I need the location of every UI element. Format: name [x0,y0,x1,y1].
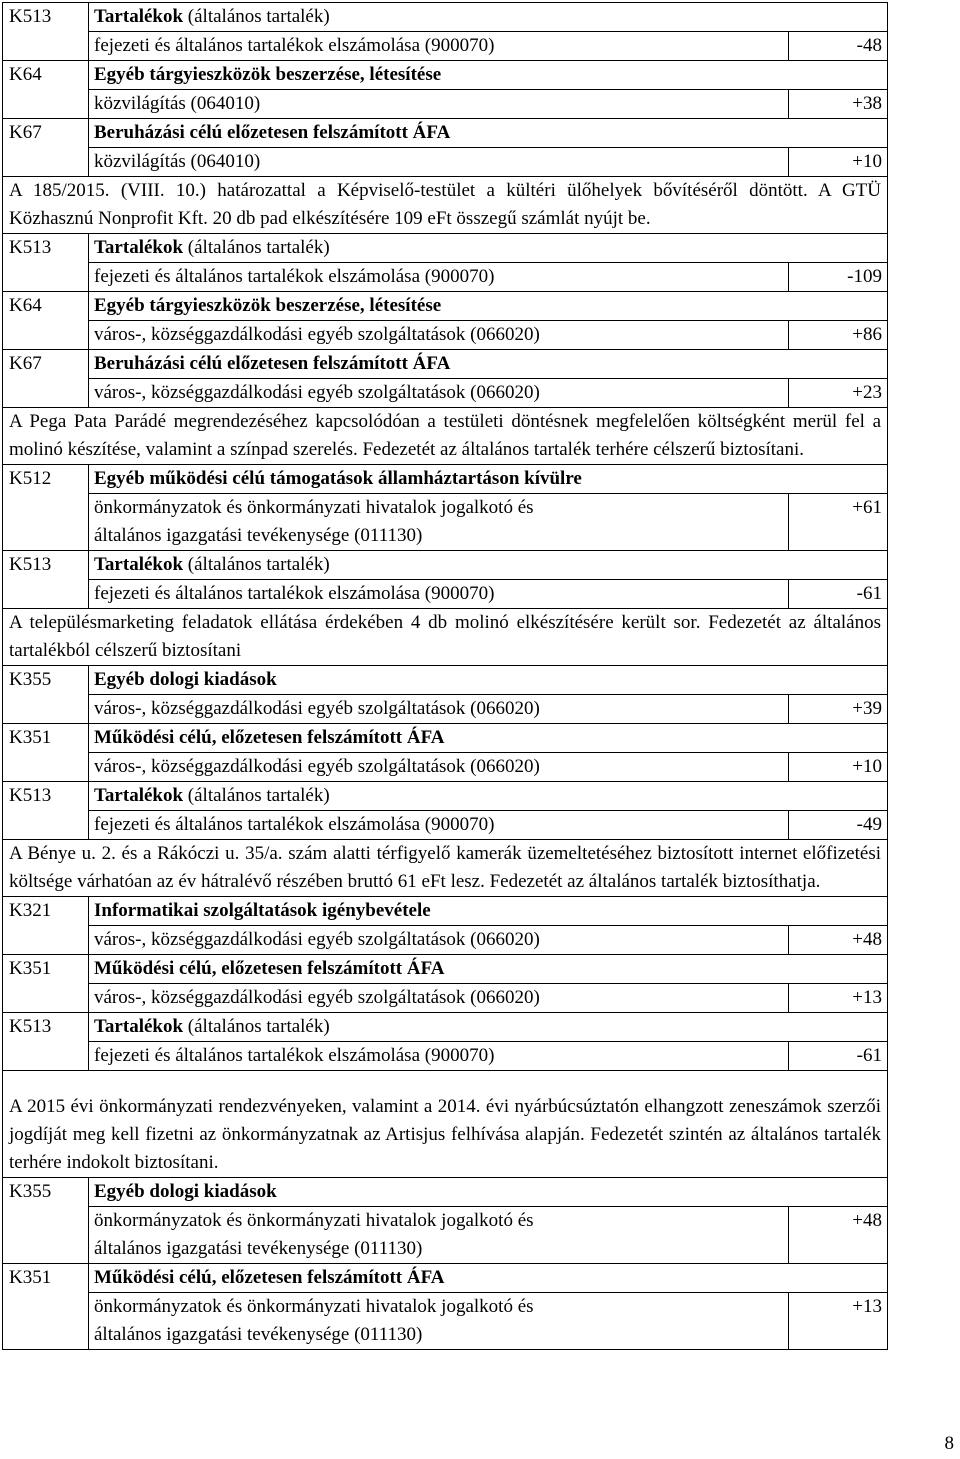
account-title-cell [89,234,887,262]
line-item-row [3,1041,887,1070]
line-item-row [3,262,887,291]
account-subtitle: (általános tartalék) [183,6,330,27]
line-item-row [3,579,887,608]
account-title: Tartalékok [94,6,184,27]
line-item [89,31,887,60]
code-spacer [3,89,89,118]
line-item-row [3,493,887,550]
account-header-row [3,233,887,262]
account-header-row [3,781,887,810]
account-title: Informatikai szolgáltatások igénybevétele [94,900,431,921]
line-item-amount: +23 [789,378,887,407]
line-item [89,1292,887,1349]
account-code: K513 [3,1013,89,1041]
line-item [89,752,887,781]
line-item-row [3,925,887,954]
line-item-row [3,1292,887,1349]
note-paragraph: A Bénye u. 2. és a Rákóczi u. 35/a. szám alatti térfigyelő kamerák üzemeltetéséhez biztosított internet előfizetési költsége várhatóan az év hátralévő részében bruttó 61 eFt lesz. Fedezetét az általános tartalék biztosíthatja. [3,839,887,896]
account-code: K67 [3,119,89,147]
description-line: város-, községgazdálkodási egyéb szolgáltatások (066020) [94,756,540,777]
account-code: K513 [3,3,89,31]
description-line: fejezeti és általános tartalékok elszámolása (900070) [94,814,495,835]
code-spacer [3,1041,89,1070]
line-item-amount: -49 [789,810,887,839]
account-header-row [3,118,887,147]
account-code: K64 [3,61,89,89]
account-title: Tartalékok [94,554,184,575]
account-header-row [3,3,887,31]
account-code: K512 [3,465,89,493]
line-item-description [89,493,789,550]
line-item-amount: -109 [789,262,887,291]
description-line: önkormányzatok és önkormányzati hivatalok jogalkotó és [94,1210,534,1231]
code-spacer [3,925,89,954]
budget-document [2,2,888,1350]
description-line: város-, községgazdálkodási egyéb szolgáltatások (066020) [94,324,540,345]
line-item-amount: -61 [789,1041,887,1070]
line-item-row [3,378,887,407]
line-item-description [89,262,789,291]
account-title-cell [89,119,887,147]
line-item [89,89,887,118]
description-line: fejezeti és általános tartalékok elszámolása (900070) [94,266,495,287]
account-code: K351 [3,955,89,983]
account-header-row [3,291,887,320]
account-title: Beruházási célú előzetesen felszámított ÁFA [94,353,451,374]
account-title: Egyéb tárgyieszközök beszerzése, létesítése [94,295,442,316]
account-title-cell [89,3,887,31]
code-spacer [3,1206,89,1263]
account-code: K321 [3,897,89,925]
account-code: K355 [3,1178,89,1206]
account-header-row [3,1012,887,1041]
description-line: általános igazgatási tevékenysége (011130) [94,525,423,546]
account-title-cell [89,724,887,752]
code-spacer [3,579,89,608]
line-item [89,262,887,291]
description-line: közvilágítás (064010) [94,93,261,114]
account-title-cell [89,1013,887,1041]
line-item-amount: +13 [789,983,887,1012]
account-subtitle: (általános tartalék) [183,785,330,806]
account-header-row [3,60,887,89]
account-header-row [3,550,887,579]
note-paragraph: A településmarketing feladatok ellátása érdekében 4 db molinó elkészítésére került sor. Fedezetét az általános tartalékból célszerű biztosítani [3,608,887,665]
account-header-row [3,464,887,493]
line-item-description [89,89,789,118]
description-line: város-, községgazdálkodási egyéb szolgáltatások (066020) [94,698,540,719]
page-number: 8 [944,1433,954,1454]
line-item-row [3,31,887,60]
code-spacer [3,320,89,349]
account-title: Működési célú, előzetesen felszámított ÁFA [94,1267,445,1288]
account-header-row [3,1263,887,1292]
note-paragraph: A 185/2015. (VIII. 10.) határozattal a Képviselő-testület a kültéri ülőhelyek bővítéséről döntött. A GTÜ Közhasznú Nonprofit Kft. 20 db pad elkészítésére 109 eFt összegű számlát nyújt be. [3,176,887,233]
code-spacer [3,810,89,839]
account-code: K64 [3,292,89,320]
account-title: Működési célú, előzetesen felszámított ÁFA [94,727,445,748]
description-line: önkormányzatok és önkormányzati hivatalok jogalkotó és [94,1296,534,1317]
line-item-description [89,1206,789,1263]
line-item-row [3,810,887,839]
account-title: Tartalékok [94,785,184,806]
line-item-description [89,1041,789,1070]
code-spacer [3,983,89,1012]
line-item-description [89,579,789,608]
line-item-amount: +39 [789,694,887,723]
line-item-description [89,378,789,407]
account-code: K351 [3,1264,89,1292]
description-line: közvilágítás (064010) [94,151,261,172]
line-item-amount: +61 [789,493,887,550]
code-spacer [3,378,89,407]
account-code: K513 [3,551,89,579]
line-item-amount: +10 [789,147,887,176]
line-item-row [3,147,887,176]
line-item-amount: +86 [789,320,887,349]
line-item-description [89,147,789,176]
account-title-cell [89,782,887,810]
account-header-row [3,349,887,378]
code-spacer [3,262,89,291]
code-spacer [3,1292,89,1349]
account-title: Egyéb tárgyieszközök beszerzése, létesítése [94,64,442,85]
line-item-amount: -48 [789,31,887,60]
account-title: Tartalékok [94,237,184,258]
description-line: általános igazgatási tevékenysége (011130) [94,1324,423,1345]
account-title-cell [89,465,887,493]
description-line: önkormányzatok és önkormányzati hivatalok jogalkotó és [94,497,534,518]
line-item-amount: +10 [789,752,887,781]
line-item-row [3,320,887,349]
note-paragraph: A 2015 évi önkormányzati rendezvényeken, valamint a 2014. évi nyárbúcsúztatón elhangzott zeneszámok szerzői jogdíját meg kell fizetni az önkormányzatnak az Artisjus felhívása alapján. Fedezetét szintén az általános tartalék terhére indokolt biztosítani. [3,1070,887,1177]
code-spacer [3,493,89,550]
line-item-amount: -61 [789,579,887,608]
line-item-description [89,810,789,839]
account-header-row [3,665,887,694]
account-subtitle: (általános tartalék) [183,237,330,258]
account-header-row [3,896,887,925]
description-line: fejezeti és általános tartalékok elszámolása (900070) [94,583,495,604]
line-item-amount: +48 [789,1206,887,1263]
description-line: fejezeti és általános tartalékok elszámolása (900070) [94,35,495,56]
line-item [89,1206,887,1263]
line-item-amount: +38 [789,89,887,118]
account-title-cell [89,955,887,983]
account-code: K513 [3,234,89,262]
line-item [89,1041,887,1070]
account-title: Egyéb dologi kiadások [94,1181,277,1202]
account-title-cell [89,61,887,89]
account-title: Tartalékok [94,1016,184,1037]
account-header-row [3,1177,887,1206]
account-title-cell [89,551,887,579]
line-item-row [3,983,887,1012]
account-header-row [3,723,887,752]
account-title-cell [89,1178,887,1206]
line-item-description [89,752,789,781]
description-line: város-, községgazdálkodási egyéb szolgáltatások (066020) [94,929,540,950]
description-line: fejezeti és általános tartalékok elszámolása (900070) [94,1045,495,1066]
account-title-cell [89,292,887,320]
account-code: K355 [3,666,89,694]
account-title: Beruházási célú előzetesen felszámított ÁFA [94,122,451,143]
account-subtitle: (általános tartalék) [183,554,330,575]
line-item-row [3,694,887,723]
line-item [89,147,887,176]
line-item [89,810,887,839]
line-item-description [89,320,789,349]
account-code: K351 [3,724,89,752]
description-line: város-, községgazdálkodási egyéb szolgáltatások (066020) [94,382,540,403]
line-item-description [89,1292,789,1349]
account-header-row [3,954,887,983]
line-item [89,493,887,550]
line-item-description [89,31,789,60]
code-spacer [3,694,89,723]
line-item [89,925,887,954]
account-title: Működési célú, előzetesen felszámított ÁFA [94,958,445,979]
account-title-cell [89,666,887,694]
line-item [89,579,887,608]
line-item-row [3,1206,887,1263]
account-title: Egyéb működési célú támogatások államháztartáson kívülre [94,468,582,489]
line-item-row [3,752,887,781]
account-code: K513 [3,782,89,810]
account-title: Egyéb dologi kiadások [94,669,277,690]
code-spacer [3,752,89,781]
line-item-description [89,925,789,954]
line-item-description [89,983,789,1012]
line-item-description [89,694,789,723]
code-spacer [3,147,89,176]
account-title-cell [89,350,887,378]
description-line: város-, községgazdálkodási egyéb szolgáltatások (066020) [94,987,540,1008]
line-item [89,983,887,1012]
note-paragraph: A Pega Pata Parádé megrendezéséhez kapcsolódóan a testületi döntésnek megfelelően költségként merül fel a molinó készítése, valamint a színpad szerelés. Fedezetét az általános tartalék terhére célszerű biztosítani. [3,407,887,464]
code-spacer [3,31,89,60]
description-line: általános igazgatási tevékenysége (011130) [94,1238,423,1259]
line-item [89,378,887,407]
line-item-row [3,89,887,118]
line-item-amount: +48 [789,925,887,954]
account-title-cell [89,897,887,925]
account-title-cell [89,1264,887,1292]
line-item [89,320,887,349]
account-code: K67 [3,350,89,378]
line-item-amount: +13 [789,1292,887,1349]
line-item [89,694,887,723]
account-subtitle: (általános tartalék) [183,1016,330,1037]
